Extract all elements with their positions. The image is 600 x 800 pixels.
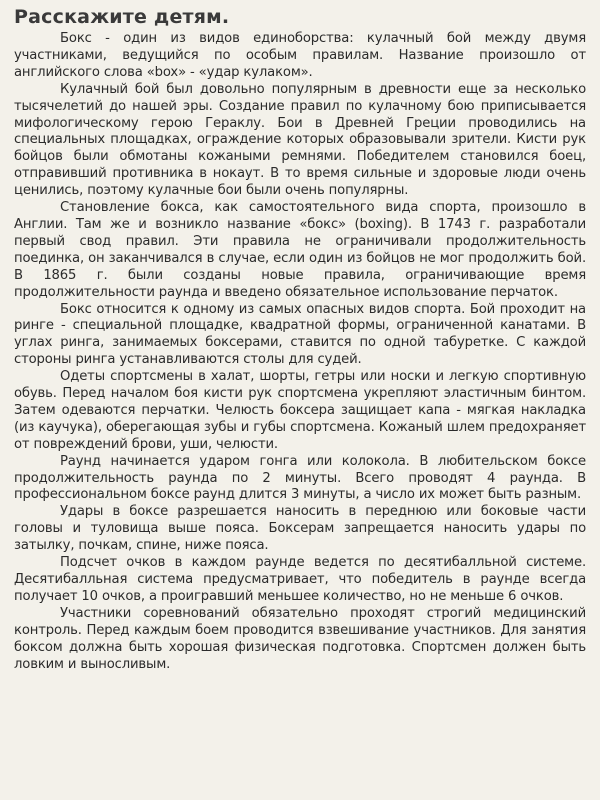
paragraph-intro: Бокс - один из видов единоборства: кулачный бой между двумя участниками, ведущийся по особым правилам. Название произошло от английского слова «box» - «удар кулаком».	[14, 31, 586, 80]
page-title: Расскажите детям.	[14, 6, 230, 28]
paragraph-medical: Участники соревнований обязательно проходят строгий медицинский контроль. Перед каждым боем проводится взвешивание участников. Для занятия боксом должна быть хорошая физическая подготовка. Спортсмен должен быть ловким и выносливым.	[14, 605, 586, 672]
paragraph-england: Становление бокса, как самостоятельного вида спорта, произошло в Англии. Там же и возникло название «бокс» (boxing). В 1743 г. разработали первый свод правил. Эти правила не ограничивали продолжительность поединка, он заканчивался в случае, если один из бойцов не мог продолжить бой. В 1865 г. были созданы новые правила, ограничивающие время продолжительности раунда и введено обязательное использование перчаток.	[14, 200, 586, 300]
paragraph-equipment: Одеты спортсмены в халат, шорты, гетры или носки и легкую спортивную обувь. Перед началом боя кисти рук спортсмена укрепляют эластичным бинтом. Затем одеваются перчатки. Челюсть боксера защищает капа - мягкая накладка (из каучука), оберегающая зубы и губы спортсмена. Кожаный шлем предохраняет от повреждений брови, уши, челюсти.	[14, 369, 586, 452]
paragraph-rounds: Раунд начинается ударом гонга или колокола. В любительском боксе продолжительность раунда по 2 минуты. Всего проводят 4 раунда. В профессиональном боксе раунд длится 3 минуты, а число их может быть разным.	[14, 453, 586, 503]
paragraph-ring: Бокс относится к одному из самых опасных видов спорта. Бой проходит на ринге - специальной площадке, квадратной формы, ограниченной канатами. В углах ринга, занимаемых боксерами, ставится по одной табуретке. С каждой стороны ринга устанавливаются столы для судей.	[14, 301, 586, 368]
paragraph-history: Кулачный бой был довольно популярным в древности еще за несколько тысячелетий до нашей эры. Создание правил по кулачному бою приписывается мифологическому герою Гераклу. Бои в Древней Греции проводились на специальных площадках, ограждение которых образовывали зрители. Кисти рук бойцов были обмотаны кожаными ремнями. Победителем становился боец, отправивший противника в нокаут. В то время сильные и здоровые люди очень ценились, поэтому кулачные бои были очень популярны.	[14, 81, 586, 199]
paragraph-scoring: Подсчет очков в каждом раунде ведется по десятибалльной системе. Десятибалльная система предусматривает, что победитель в раунде всегда получает 10 очков, а проигравший меньшее количество, но не меньше 6 очков.	[14, 555, 586, 604]
paragraph-punches: Удары в боксе разрешается наносить в переднюю или боковые части головы и туловища выше пояса. Боксерам запрещается наносить удары по затылку, почкам, спине, ниже пояса.	[14, 504, 586, 554]
